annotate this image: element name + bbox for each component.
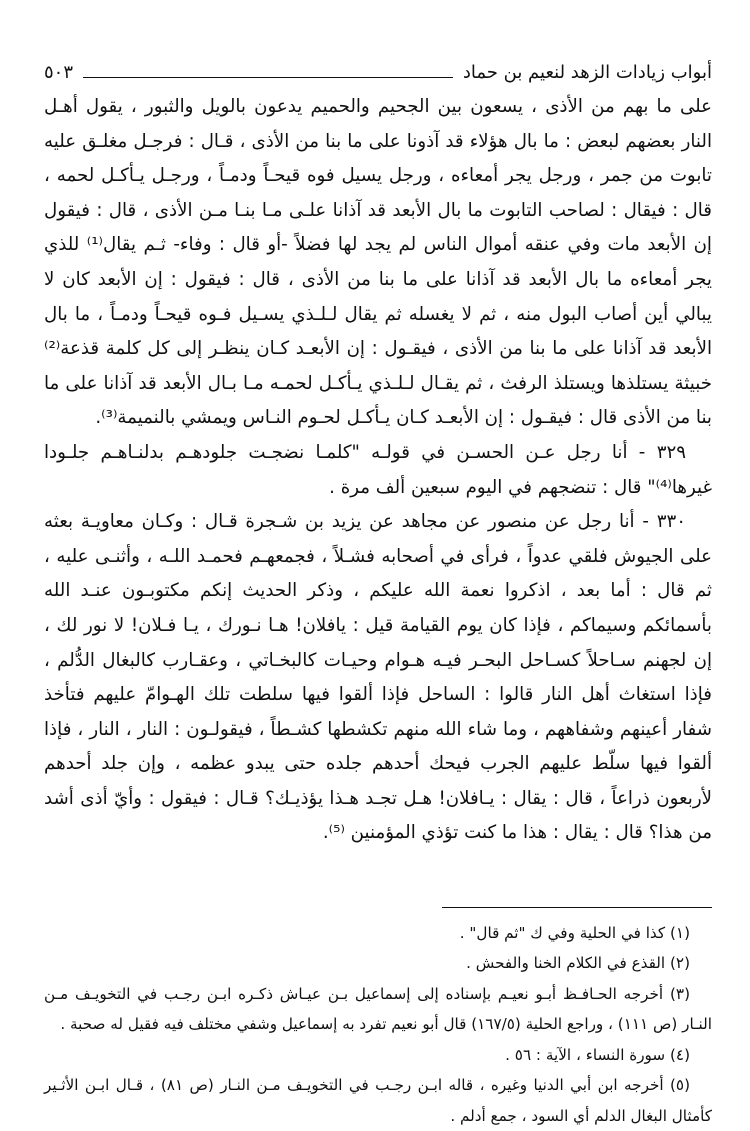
paragraph-entry-330: ٣٣٠ - أنا رجل عن منصور عن مجاهد عن يزيد بن شـجرة قـال : وكـان معاويـة بعثه على الجيوش فلقي عدواً ، فرأى في أصحابه فشـلاً ، فجمعهـم فحمـد اللـه ، وأثنـى عليه ، ثم قال : أما بعد ، اذكروا نعمة الله عليكم ، وذكر الحديث إنكم مكتوبـون عنـد الله بأسمائكم وسيماكم ، فإذا كان يوم القيامة قيل : يافلان! هـا نـورك ، يـا فـلان! لا نور لك ، إن لجهنم سـاحلاً كسـاحل البحـر فيـه هـوام وحيـات كالبخـاتي ، وعقـارب كالبغال الدُّلم ، فإذا استغاث أهل النار قالوا : الساحل فإذا ألقوا فيها سلطت تلك الهـوامّ عليهم فتأخذ شفار أعينهم وشفاههم ، وما شاء الله منهم تكشطها كشـطاً ، فيقولـون : النار ، النار ، فإذا ألقوا فيها سلّط عليهم الجرب فيحك أحدهم جلده حتى يبدو عظمه ، وإن جلد أحدهم لأربعون ذراعاً ، قال : يقال : يـافلان! هـل تجـد هـذا يؤذيـك؟ قـال : فيقول : وأيّ أذى أشد من هذا؟ قال : يقال : هذا ما كنت تؤذي المؤمنين ⁽⁵⁾. — [44, 511, 712, 844]
footnote-5: (٥) أخرجه ابن أبي الدنيا وغيره ، قاله ابـن رجـب في التخويـف مـن النـار (ص ٨١) ، قـال ابـن الأثـير كأمثال البغال الدلم أي السود ، جمع أدلم . — [44, 1076, 712, 1125]
page-number: ٥٠٣ — [44, 62, 74, 83]
footnote-3: (٣) أخرجه الحـافـظ أبـو نعيـم بإسناده إلى إسماعيل بـن عيـاش ذكـره ابـن رجـب في التخويـف مـن النـار (ص ١١١) ، وراجع الحلية (١٦٧/٥) قال أبو نعيم تفرد به إسماعيل وشفي مختلف فيه فقيل له صحبة . — [44, 984, 712, 1034]
book-page — [44, 58, 712, 1125]
running-header — [44, 58, 712, 84]
main-text — [44, 90, 712, 851]
footnote-4: (٤) سورة النساء ، الآية : ٥٦ . — [505, 1045, 690, 1064]
paragraph-entry-329: ٣٢٩ - أنا رجل عـن الحسـن في قولـه "كلمـا نضجـت جلودهـم بدلنـاهـم جلـودا غيرها⁽⁴⁾" قال : تنضجهم في اليوم سبعين ألف مرة . — [44, 441, 712, 498]
running-header-title: أبواب زيادات الزهد لنعيم بن حماد — [462, 62, 712, 83]
footnote-2: (٢) القذع في الكلام الخنا والفحش . — [466, 954, 690, 973]
footnotes — [44, 918, 712, 1131]
footnote-1: (١) كذا في الحلية وفي ك "ثم قال" . — [459, 924, 690, 943]
header-rule — [83, 77, 453, 78]
footnote-divider — [442, 907, 712, 908]
paragraph-continuation: على ما بهم من الأذى ، يسعون بين الجحيم والحميم يدعون بالويل والثبور ، يقول أهـل النار بعضهم لبعض : ما بال هؤلاء قد آذونا على ما بنا من الأذى ، قـال : فرجـل مغلـق عليه تابوت من جمر ، ورجل يجر أمعاءه ، ورجل يسيل فوه قيحـاً ودمـاً ، ورجـل يـأكـل لحمه ، قال : فيقال : لصاحب التابوت ما بال الأبعد قد آذانا علـى مـا بنـا مـن الأذى ، قال : فيقول إن الأبعد مات وفي عنقه أموال الناس لم يجد لها فضلاً -أو قال : وفاء- ثـم يقال⁽¹⁾ للذي يجر أمعاءه ما بال الأبعد قد آذانا على ما بنا من الأذى ، قال : فيقول : إن الأبعد كان لا يبالي أين أصاب البول منه ، ثم لا يغسله ثم يقال لـلـذي يسـيل فـوه قيحـاً ودمـاً ، ما بال الأبعد قد آذانا على ما بنا من الأذى ، فيقـول : إن الأبعـد كـان ينظـر إلى كل كلمة قذعة⁽²⁾ خبيثة يستلذها ويستلذ الرفث ، ثم يقـال لـلـذي يـأكـل لحمـه مـا بـال الأبعد قد آذانا على ما بنا من الأذى قال : فيقـول : إن الأبعـد كـان يـأكـل لحـوم النـاس ويمشي بالنميمة⁽³⁾. — [44, 96, 712, 429]
